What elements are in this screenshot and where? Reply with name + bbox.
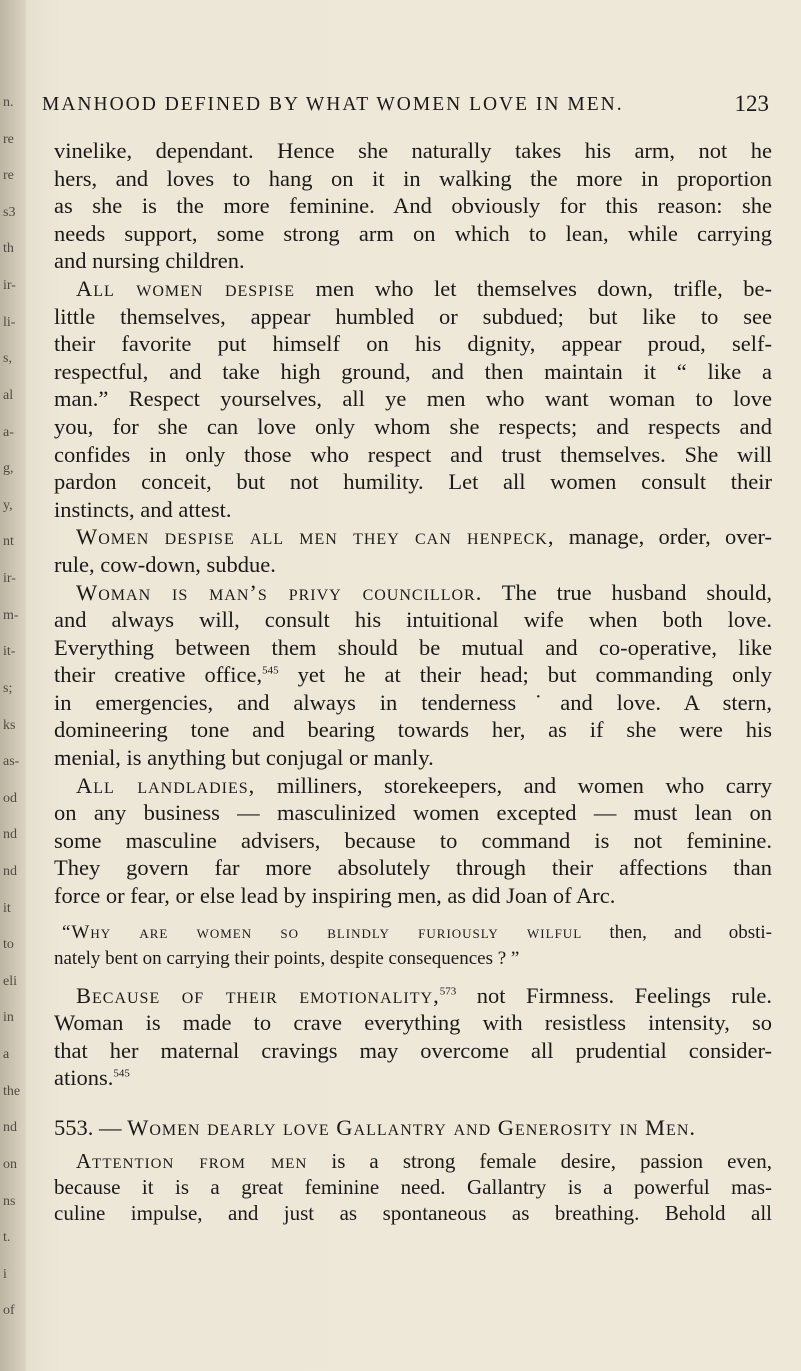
text-line: Attention from men is a strong female desire, passion even,	[76, 1148, 772, 1173]
text-line: that her maternal cravings may overcome all prudential consider-	[54, 1037, 772, 1063]
section-number: 553. —	[54, 1115, 128, 1140]
footnote-ref: 545	[262, 664, 279, 677]
gutter-fragment: m-	[3, 607, 19, 623]
paragraph-lead: Woman is man’s privy councillor.	[76, 579, 483, 605]
gutter-fragment: eli	[3, 973, 17, 989]
paragraph-all-women-despise	[54, 275, 772, 523]
text-line: menial, is anything but conjugal or manly.	[54, 745, 434, 771]
paragraph-lead: “Why are women so blindly furiously wilful	[62, 921, 583, 943]
paragraph-attention	[54, 1148, 772, 1226]
paragraph-lead: All women despise	[76, 275, 296, 301]
gutter-fragment: in	[3, 1010, 14, 1026]
text-line: hers, and loves to hang on it in walking the more in proportion	[54, 165, 772, 191]
text-line: in emergencies, and always in tenderness˙and love. A stern,	[54, 689, 772, 715]
gutter-fragment: nd	[3, 1120, 17, 1136]
gutter-fragment: t.	[3, 1230, 11, 1246]
body-text	[54, 137, 772, 1226]
text-line: force or fear, or else lead by inspiring men, as did Joan of Arc.	[54, 883, 616, 909]
paragraph-privy-councillor	[54, 579, 772, 772]
gutter-fragment: li-	[3, 314, 16, 330]
text-line: nately bent on carrying their points, despite consequences ? ”	[54, 947, 520, 969]
gutter-fragment: of	[3, 1303, 15, 1319]
paragraph-landladies	[54, 772, 772, 910]
question-paragraph	[54, 920, 772, 972]
page-number: 123	[734, 91, 769, 116]
text-line: respectful, and take high ground, and then maintain it “ like a	[54, 358, 772, 384]
gutter-fragment: a	[3, 1047, 10, 1063]
text-line: pardon conceit, but not humility. Let all women consult their	[54, 469, 772, 495]
footnote-ref: 573	[439, 985, 457, 998]
gutter-fragment: to	[3, 937, 14, 953]
gutter-fragment: s3	[3, 204, 16, 220]
gutter-fragment: re	[3, 131, 14, 147]
gutter-fragment: y,	[3, 497, 13, 513]
gutter-fragment: as-	[3, 754, 20, 770]
text-line: ations.$^{545}$	[54, 1065, 130, 1091]
paragraph-lead: Attention from men	[76, 1148, 308, 1173]
gutter-fragment: it	[3, 900, 11, 916]
gutter-fragment: ks	[3, 717, 16, 733]
gutter-fragment: nd	[3, 863, 17, 879]
text-line: domineering tone and bearing towards her, as if she were his	[54, 717, 772, 743]
text-line: their creative office,$^{545}$ yet he at their head; but commanding only	[54, 662, 772, 688]
text-line: needs support, some strong arm on which to lean, while carrying	[54, 220, 772, 246]
paragraph-henpeck	[54, 523, 772, 578]
text-line: man.” Respect yourselves, all ye men who want woman to love	[54, 386, 772, 412]
paragraph-lead: Because of their emotionality,	[76, 982, 440, 1008]
text-line: Women despise all men they can henpeck, manage, order, over-	[76, 524, 772, 550]
paragraph-lead: All landladies,	[76, 772, 256, 798]
text-line: All women despise men who let themselves down, trifle, be-	[76, 275, 773, 301]
paragraph-vinelike	[54, 137, 772, 275]
text-line: instincts, and attest.	[54, 496, 232, 522]
text-line: rule, cow-down, subdue.	[54, 551, 276, 577]
section-title: Women dearly love Gallantry and Generosity in Men.	[127, 1115, 696, 1140]
text-line: and nursing children.	[54, 248, 245, 274]
text-line: some masculine advisers, because to command is not feminine.	[54, 827, 772, 853]
text-line: culine impulse, and just as spontaneous as breathing. Behold all	[54, 1200, 772, 1225]
gutter-fragment: nt	[3, 534, 14, 550]
gutter-fragment: ns	[3, 1193, 16, 1209]
text-line: on any business — masculinized women excepted — must lean on	[54, 800, 772, 826]
gutter-fragment: i	[3, 1266, 7, 1282]
gutter-fragment: nd	[3, 827, 17, 843]
gutter-fragment: s;	[3, 680, 13, 696]
gutter-fragment: it-	[3, 644, 16, 660]
paragraph-emotionality	[54, 982, 772, 1092]
text-line: Woman is man’s privy councillor. The true husband should,	[76, 579, 772, 605]
text-line: confides in only those who respect and trust themselves. She will	[54, 441, 772, 467]
gutter-fragment: s,	[3, 351, 12, 367]
text-line: little themselves, appear humbled or subdued; but like to see	[54, 303, 772, 329]
gutter-fragment: ir-	[3, 571, 16, 587]
gutter-fragment: th	[3, 241, 14, 257]
gutter-fragment: ir-	[3, 278, 16, 294]
text-line: their favorite put himself on his dignity, appear proud, self-	[54, 331, 772, 357]
page-header	[42, 88, 769, 124]
text-line: Woman is made to crave everything with resistless intensity, so	[54, 1010, 772, 1036]
text-line: as she is the more feminine. And obviously for this reason: she	[54, 193, 772, 219]
gutter-fragment: on	[3, 1156, 17, 1172]
gutter-fragment: re	[3, 168, 14, 184]
text-line: They govern far more absolutely through their affections than	[54, 855, 772, 881]
text-line: Everything between them should be mutual and co-operative, like	[54, 634, 772, 660]
gutter-fragment: g,	[3, 461, 14, 477]
gutter-fragment: al	[3, 387, 14, 403]
text-line: and always will, consult his intuitional wife when both love.	[54, 607, 772, 633]
text-line: Because of their emotionality,$^{573}$ not Firmness. Feelings rule.	[76, 982, 773, 1008]
gutter-fragment: a-	[3, 424, 14, 440]
footnote-ref: 545	[113, 1067, 130, 1080]
text-line: All landladies, milliners, storekeepers, and women who carry	[76, 772, 772, 798]
gutter-fragment: od	[3, 790, 17, 806]
text-line: because it is a great feminine need. Gallantry is a powerful mas-	[54, 1174, 772, 1199]
text-line: “Why are women so blindly furiously wilful then, and obsti-	[62, 921, 772, 943]
paragraph-lead: Women despise all men they can henpeck,	[76, 524, 555, 550]
text-line: vinelike, dependant. Hence she naturally takes his arm, not he	[54, 138, 772, 163]
gutter-fragment: the	[3, 1083, 21, 1099]
running-head: MANHOOD DEFINED BY WHAT WOMEN LOVE IN MEN.	[42, 94, 624, 115]
section-heading	[54, 1114, 772, 1142]
gutter-fragment: n.	[3, 95, 14, 110]
text-line: you, for she can love only whom she respects; and respects and	[54, 413, 772, 439]
